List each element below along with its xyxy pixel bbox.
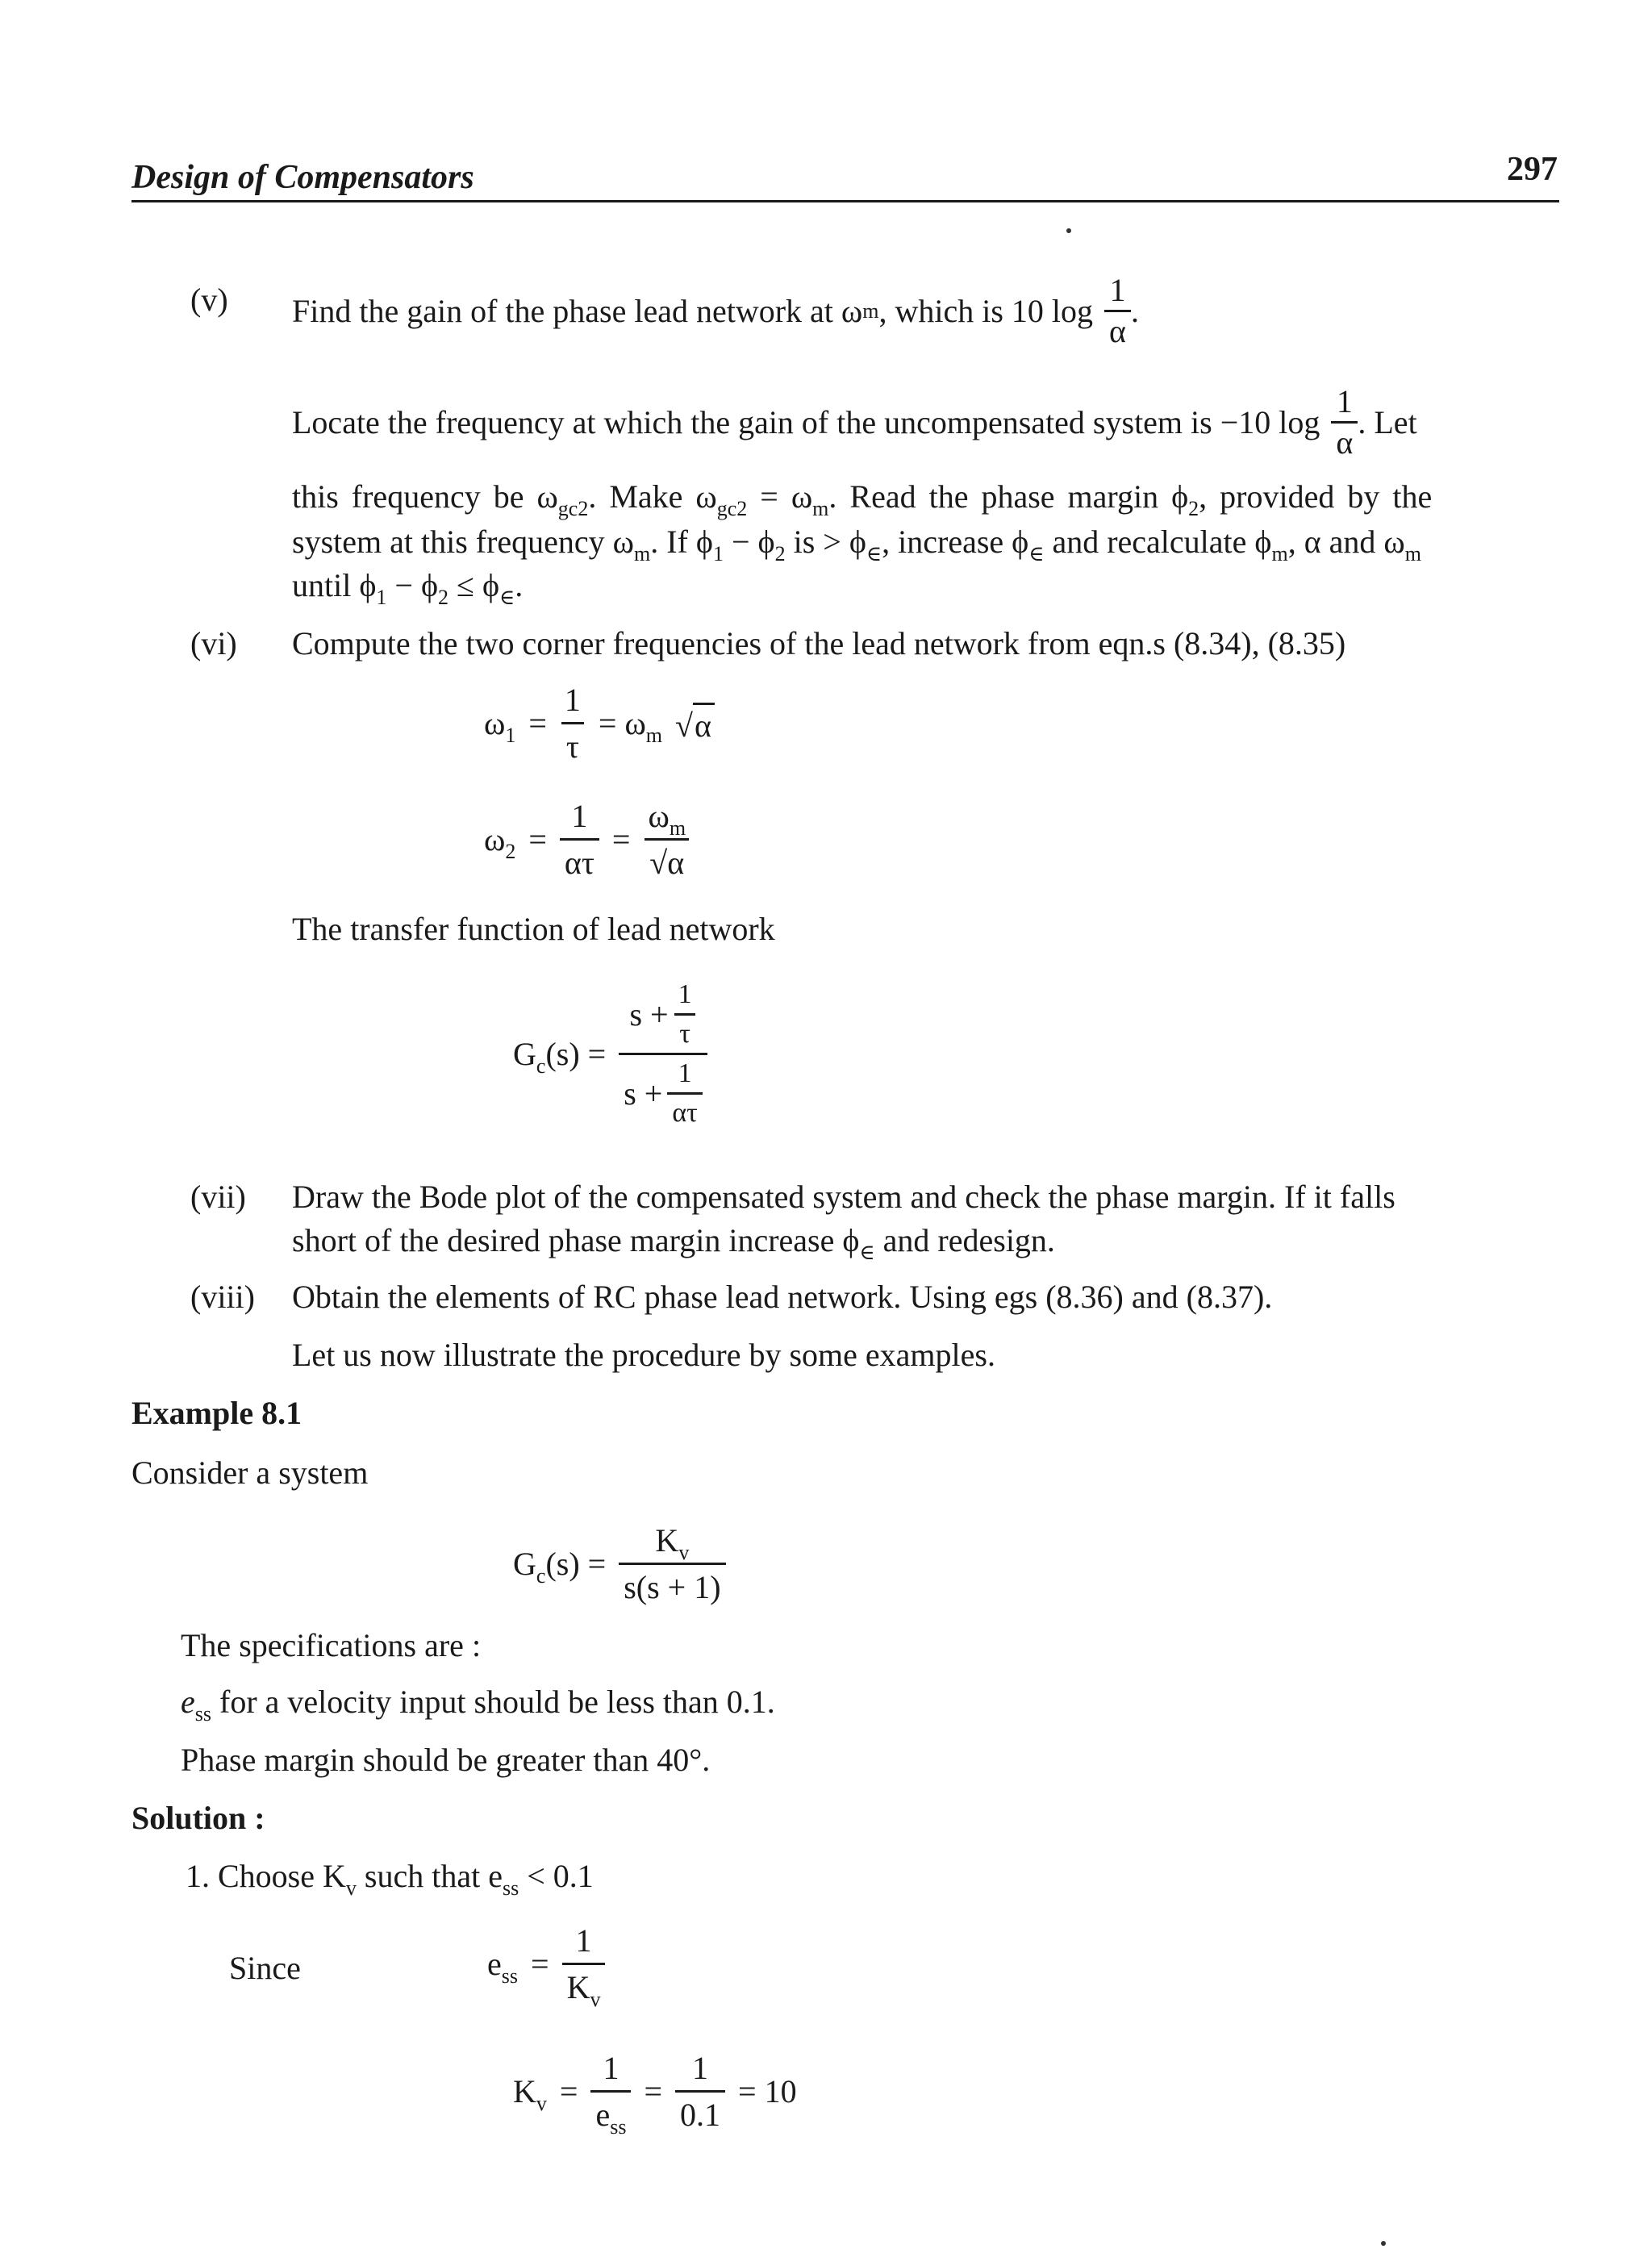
step-viii-label: (viii): [190, 1279, 255, 1315]
example-heading: Example 8.1: [131, 1395, 302, 1431]
spec-1: $e_{ss}$ for a velocity input should be less than 0.1.: [181, 1684, 775, 1726]
solution-step1: 1. Choose $K_v$ such that $e_{ss} < 0.1$: [186, 1858, 594, 1900]
tf-text: The transfer function of lead network: [292, 911, 775, 947]
header-rule: [131, 200, 1559, 202]
equation-plant: $G_c(s)$ = $\frac{K_v}{s(s + 1)}$: [513, 1521, 739, 1606]
solution-heading: Solution :: [131, 1800, 265, 1836]
equation-omega1: $\omega_1$ = $\frac{1}{\tau}$ = $\omega_m$ √ α: [484, 681, 728, 766]
example-intro: Consider a system: [131, 1454, 369, 1491]
scan-speck: [1066, 228, 1071, 233]
step-viii-line1: Obtain the elements of RC phase lead network. Using egs (8.36) and (8.37).: [292, 1279, 1273, 1315]
step-vi-text: Compute the two corner frequencies of the lead network from eqn.s (8.34), (8.35): [292, 625, 1346, 661]
step-v-label: (v): [190, 282, 228, 318]
equation-lead-tf: $G_c(s)$ = s + $\frac{1}{\tau}$ s + $\frac{1}{\alpha\tau}$: [513, 979, 720, 1129]
spec-2: Phase margin should be greater than 40°.: [181, 1742, 711, 1778]
equation-ess: $e_{ss}$ = $\frac{1}{K_v}$: [487, 1922, 618, 2006]
step-v-para2-line2: this frequency be $\omega_{gc2}$. Make $\omega_{gc2} = \omega_m$. Read the phase margin $\phi_2$, provided by the: [292, 478, 1433, 520]
step-v-para2-line4: until $\phi_1 - \phi_2 \le \phi_\in$.: [292, 567, 524, 609]
since-label: Since: [229, 1950, 301, 1986]
step-v-para2-line3: system at this frequency $\omega_m$. If $\phi_1 - \phi_2$ is > $\phi_\in$, increase $\phi_\in$ and recalculate $\phi_m$, α and $\omega_m$: [292, 524, 1421, 565]
step-vii-label: (vii): [190, 1179, 246, 1215]
step-v-para2-line1: Locate the frequency at which the gain of the uncompensated system is −10 log $\frac{1}{\alpha}$ . Let: [292, 383, 1417, 461]
step-vii-line1: Draw the Bode plot of the compensated system and check the phase margin. If it falls: [292, 1179, 1395, 1215]
equation-kv: $K_v$ = $\frac{1}{e_{ss}}$ = $\frac{1}{0.1}$ = 10: [513, 2050, 797, 2139]
step-vii-line2: short of the desired phase margin increase $\phi_\in$ and redesign.: [292, 1222, 1055, 1264]
step-vi-label: (vi): [190, 625, 237, 661]
scan-speck-bottom: [1381, 2241, 1386, 2246]
page-number: 297: [1507, 151, 1558, 188]
running-header-title: Design of Compensators: [131, 159, 474, 196]
fraction-one-over-alpha: $\frac{1}{\alpha}$: [1104, 274, 1131, 348]
step-v-line1: Find the gain of the phase lead network at ω m , which is 10 log $\frac{1}{\alpha}$ .: [292, 272, 1139, 349]
equation-omega2: $\omega_2$ = $\frac{1}{\alpha\tau}$ = $\frac{\omega_m}{√\alpha}$: [484, 797, 703, 882]
step-viii-line2: Let us now illustrate the procedure by some examples.: [292, 1337, 995, 1373]
spec-title: The specifications are :: [181, 1627, 482, 1663]
